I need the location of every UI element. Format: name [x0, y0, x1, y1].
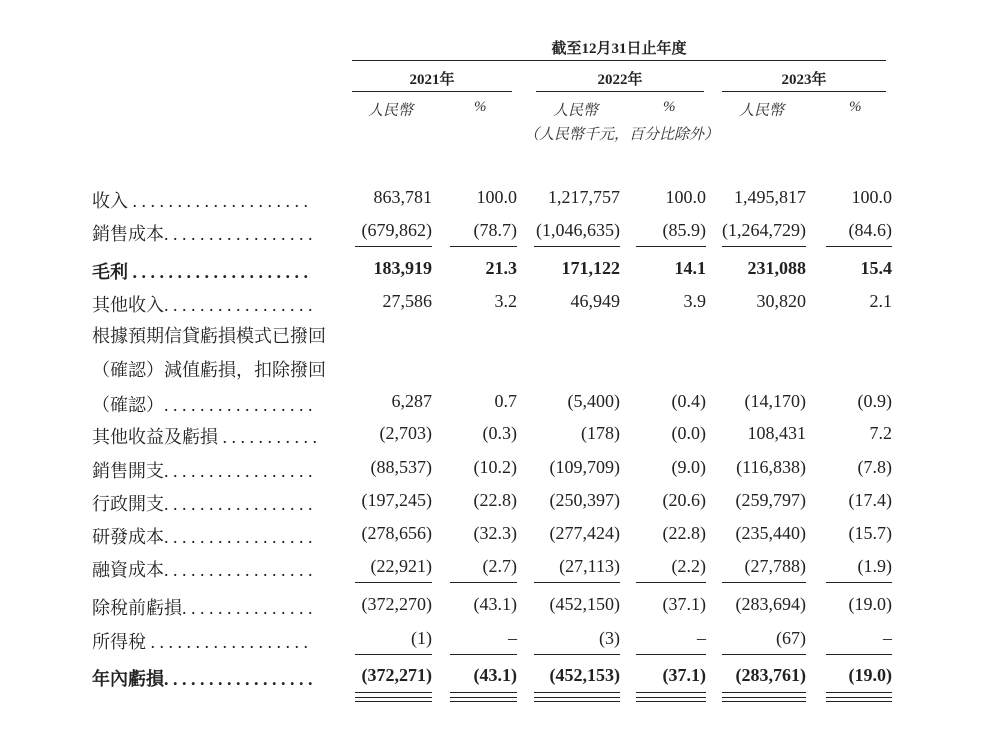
row-value: (116,838) [736, 457, 806, 477]
row-value: 14.1 [674, 258, 706, 278]
row-value: (250,397) [549, 490, 620, 510]
row-value: (22.8) [662, 523, 706, 543]
row-value: (9.0) [671, 457, 706, 477]
row-value: (19.0) [848, 594, 892, 614]
subtotal-rule [355, 654, 432, 655]
row-value: 0.7 [494, 391, 517, 411]
row-label: 收入 . . . . . . . . . . . . . . . . . . . . [92, 191, 308, 211]
row-value: (1) [411, 628, 432, 648]
row-value: 6,287 [391, 391, 432, 411]
row-value: (109,709) [549, 457, 620, 477]
subtotal-rule [355, 246, 432, 247]
total-rule [450, 692, 517, 693]
row-value: (5,400) [567, 391, 620, 411]
row-value: (283,761) [735, 665, 806, 685]
currency-label-2022: 人民幣 [553, 103, 599, 119]
row-value: 1,217,757 [548, 187, 620, 207]
row-value: (17.4) [848, 490, 892, 510]
row-value: 100.0 [665, 187, 706, 207]
total-rule [636, 692, 706, 693]
row-value: (14,170) [744, 391, 806, 411]
row-value: (78.7) [473, 220, 517, 240]
percent-label-2023: % [849, 99, 862, 115]
row-value: 183,919 [373, 258, 432, 278]
row-label: 根據預期信貸虧損模式已撥回 [92, 326, 326, 346]
currency-label-2023: 人民幣 [739, 103, 785, 119]
row-value: 100.0 [476, 187, 517, 207]
row-label: 銷售成本. . . . . . . . . . . . . . . . . [92, 224, 313, 244]
row-value: 21.3 [485, 258, 517, 278]
total-rule [534, 692, 620, 693]
row-value: (43.1) [473, 665, 517, 685]
row-value: (0.0) [671, 423, 706, 443]
row-value: 7.2 [869, 423, 892, 443]
row-value: (32.3) [473, 523, 517, 543]
row-value: (3) [599, 628, 620, 648]
row-value: 863,781 [373, 187, 432, 207]
row-value: (452,153) [549, 665, 620, 685]
subtotal-rule [826, 246, 892, 247]
row-value: (7.8) [857, 457, 892, 477]
row-value: (22.8) [473, 490, 517, 510]
percent-label-2021: % [474, 99, 487, 115]
subtotal-rule [722, 582, 806, 583]
year-2021-header: 2021年 [409, 72, 455, 88]
row-label: 其他收益及虧損 . . . . . . . . . . . [92, 427, 317, 447]
row-value: (277,424) [549, 523, 620, 543]
row-label: 銷售開支. . . . . . . . . . . . . . . . . [92, 461, 313, 481]
total-double-rule [534, 697, 620, 702]
row-value: (679,862) [361, 220, 432, 240]
row-value: (452,150) [549, 594, 620, 614]
row-value: 108,431 [747, 423, 806, 443]
row-value: (22,921) [370, 556, 432, 576]
row-value: 46,949 [570, 291, 620, 311]
row-value: (1,046,635) [536, 220, 620, 240]
row-value: (2,703) [379, 423, 432, 443]
row-value: 27,586 [382, 291, 432, 311]
subtotal-rule [636, 246, 706, 247]
row-label: （確認）減值虧損，扣除撥回 [92, 360, 326, 380]
row-value: (10.2) [473, 457, 517, 477]
row-value: (19.0) [848, 665, 892, 685]
subtotal-rule [355, 582, 432, 583]
row-value: 15.4 [860, 258, 892, 278]
row-value: (27,788) [744, 556, 806, 576]
row-value: (197,245) [361, 490, 432, 510]
row-label: 除稅前虧損. . . . . . . . . . . . . . . [92, 598, 313, 618]
subtotal-rule [636, 582, 706, 583]
row-value: (372,271) [361, 665, 432, 685]
total-rule [355, 692, 432, 693]
row-value: 1,495,817 [734, 187, 806, 207]
row-label: 行政開支. . . . . . . . . . . . . . . . . [92, 494, 313, 514]
row-value: (37.1) [662, 594, 706, 614]
row-value: 3.2 [494, 291, 517, 311]
row-value: 3.9 [683, 291, 706, 311]
row-value: (43.1) [473, 594, 517, 614]
row-value: (2.7) [482, 556, 517, 576]
row-label: 其他收入. . . . . . . . . . . . . . . . . [92, 295, 313, 315]
row-value: (37.1) [662, 665, 706, 685]
row-label: 年內虧損. . . . . . . . . . . . . . . . . [92, 669, 313, 689]
year-2022-header: 2022年 [597, 72, 643, 88]
row-value: (283,694) [735, 594, 806, 614]
period-header: 截至12月31日止年度 [551, 41, 687, 57]
currency-label-2021: 人民幣 [368, 103, 414, 119]
row-value: – [883, 628, 892, 648]
row-value: (259,797) [735, 490, 806, 510]
total-rule [722, 692, 806, 693]
subtotal-rule [636, 654, 706, 655]
row-value: (0.4) [671, 391, 706, 411]
period-underline [352, 60, 886, 61]
subtotal-rule [450, 582, 517, 583]
row-value: (178) [581, 423, 620, 443]
subtotal-rule [450, 246, 517, 247]
percent-label-2022: % [663, 99, 676, 115]
row-value: (20.6) [662, 490, 706, 510]
row-value: 2.1 [869, 291, 892, 311]
total-double-rule [636, 697, 706, 702]
year-2022-underline [536, 91, 704, 92]
row-value: (1,264,729) [722, 220, 806, 240]
row-value: (15.7) [848, 523, 892, 543]
subtotal-rule [534, 654, 620, 655]
total-double-rule [450, 697, 517, 702]
row-value: (278,656) [361, 523, 432, 543]
unit-note: （人民幣千元，百分比除外） [524, 127, 720, 143]
row-value: (372,270) [361, 594, 432, 614]
row-value: – [697, 628, 706, 648]
total-double-rule [722, 697, 806, 702]
row-value: (0.9) [857, 391, 892, 411]
row-value: (85.9) [662, 220, 706, 240]
subtotal-rule [826, 654, 892, 655]
row-value: (235,440) [735, 523, 806, 543]
subtotal-rule [826, 582, 892, 583]
year-2023-underline [722, 91, 886, 92]
row-label: 毛利 . . . . . . . . . . . . . . . . . . . . [92, 262, 308, 282]
row-value: 171,122 [561, 258, 620, 278]
total-rule [826, 692, 892, 693]
row-value: (84.6) [848, 220, 892, 240]
subtotal-rule [450, 654, 517, 655]
year-2021-underline [352, 91, 512, 92]
row-value: (88,537) [370, 457, 432, 477]
total-double-rule [826, 697, 892, 702]
row-value: (27,113) [559, 556, 620, 576]
row-label: （確認）. . . . . . . . . . . . . . . . . [92, 395, 313, 415]
row-label: 融資成本. . . . . . . . . . . . . . . . . [92, 560, 313, 580]
row-value: – [508, 628, 517, 648]
row-value: (1.9) [857, 556, 892, 576]
row-value: 231,088 [747, 258, 806, 278]
row-value: 100.0 [851, 187, 892, 207]
subtotal-rule [534, 582, 620, 583]
row-label: 研發成本. . . . . . . . . . . . . . . . . [92, 527, 313, 547]
row-value: (0.3) [482, 423, 517, 443]
row-value: (2.2) [671, 556, 706, 576]
subtotal-rule [534, 246, 620, 247]
subtotal-rule [722, 246, 806, 247]
row-label: 所得稅 . . . . . . . . . . . . . . . . . . [92, 632, 308, 652]
total-double-rule [355, 697, 432, 702]
year-2023-header: 2023年 [781, 72, 827, 88]
row-value: 30,820 [756, 291, 806, 311]
subtotal-rule [722, 654, 806, 655]
row-value: (67) [776, 628, 806, 648]
